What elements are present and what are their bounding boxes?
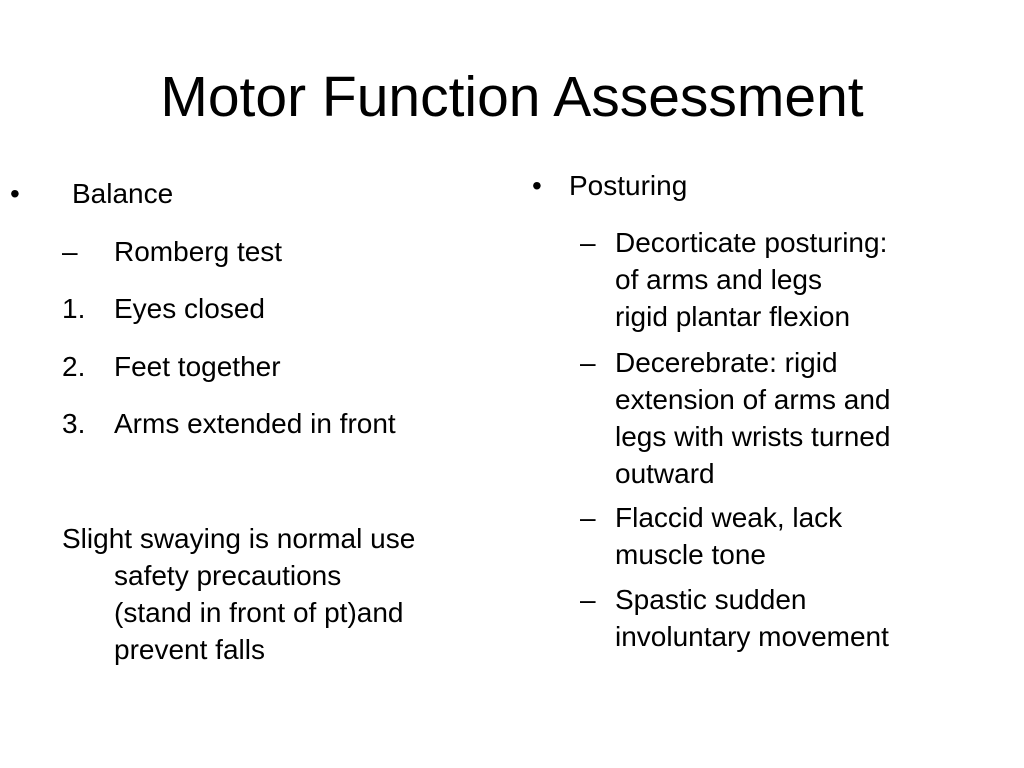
slide-title: Motor Function Assessment: [160, 65, 864, 129]
item-line: involuntary movement: [615, 621, 889, 652]
safety-note: [62, 520, 507, 668]
dash-marker: –: [62, 236, 78, 267]
sub-item-romberg-test: Romberg test: [114, 236, 283, 267]
dash-marker: –: [580, 584, 596, 615]
item-line: Flaccid weak, lack: [615, 502, 843, 533]
note-line: Slight swaying is normal use: [62, 523, 416, 554]
dash-marker: –: [580, 502, 596, 533]
item-line: Decorticate posturing:: [615, 227, 888, 258]
item-line: rigid plantar flexion: [615, 301, 851, 332]
note-line: (stand in front of pt)and: [114, 597, 404, 628]
item-line: muscle tone: [615, 539, 766, 570]
dash-marker: –: [580, 227, 596, 258]
step-feet-together: Feet together: [114, 351, 281, 382]
right-column: [512, 0, 1024, 768]
bullet-balance: Balance: [72, 178, 174, 209]
step-number-2: 2.: [62, 351, 86, 382]
step-arms-extended: Arms extended in front: [114, 408, 396, 439]
item-line: legs with wrists turned: [615, 421, 891, 452]
note-line: prevent falls: [114, 634, 265, 665]
step-number-3: 3.: [62, 408, 86, 439]
bullet-marker: •: [10, 178, 20, 209]
dash-marker: –: [580, 347, 596, 378]
step-number-1: 1.: [62, 293, 86, 324]
item-line: outward: [615, 458, 715, 489]
item-line: extension of arms and: [615, 384, 891, 415]
item-line: Spastic sudden: [615, 584, 807, 615]
item-line: Decerebrate: rigid: [615, 347, 838, 378]
step-eyes-closed: Eyes closed: [114, 293, 265, 324]
bullet-posturing: Posturing: [569, 170, 688, 201]
bullet-marker: •: [532, 170, 542, 201]
note-line: safety precautions: [114, 560, 342, 591]
item-line: of arms and legs: [615, 264, 822, 295]
